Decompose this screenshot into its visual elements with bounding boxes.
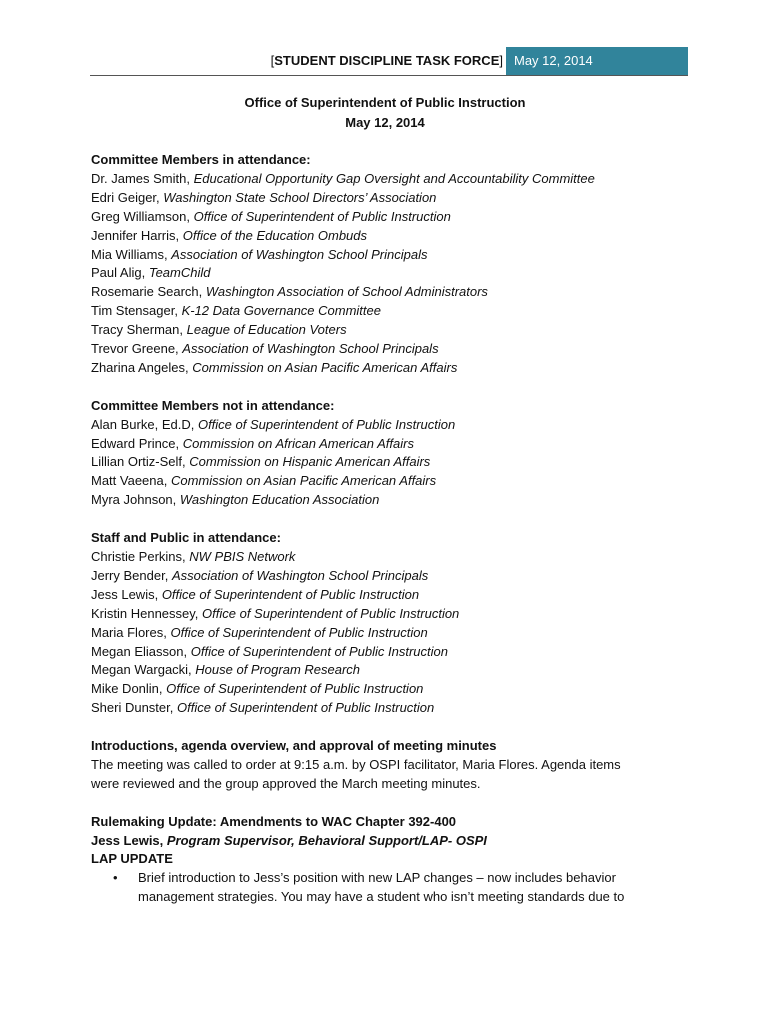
minutes-body [91, 151, 681, 907]
member-org: Office of Superintendent of Public Instruction [177, 700, 435, 716]
header-open-bracket: [ [270, 53, 275, 68]
absent-list [91, 416, 681, 511]
member-name: Megan Eliasson, [91, 643, 191, 659]
list-item [91, 246, 681, 265]
member-name: Alan Burke, Ed.D, [91, 416, 198, 432]
member-name: Paul Alig, [91, 265, 149, 281]
presenter-role: Program Supervisor, Behavioral Support/LAP- OSPI [166, 832, 487, 848]
intro-heading: Introductions, agenda overview, and approval of meeting minutes [91, 738, 497, 754]
member-name: Tracy Sherman, [91, 322, 187, 338]
member-org: K-12 Data Governance Committee [181, 303, 381, 319]
lap-update-heading: LAP UPDATE [91, 851, 173, 867]
member-name: Megan Wargacki, [91, 662, 196, 678]
list-item [91, 227, 681, 246]
member-name: Sheri Dunster, [91, 700, 177, 716]
member-name: Mia Williams, [91, 246, 172, 262]
bullet-line-1: Brief introduction to Jess’s position with new LAP changes – now includes behavior [138, 870, 616, 886]
member-name: Rosemarie Search, [91, 284, 206, 300]
member-name: Lillian Ortiz-Self, [91, 454, 190, 470]
list-item [91, 340, 681, 359]
list-item [91, 605, 681, 624]
header-date-box [506, 47, 688, 75]
member-org: NW PBIS Network [189, 549, 296, 564]
header-title: STUDENT DISCIPLINE TASK FORCE [274, 53, 500, 68]
intro-text-line-1: The meeting was called to order at 9:15 a.m. by OSPI facilitator, Maria Flores. Agenda items [91, 756, 621, 772]
list-item [91, 416, 681, 435]
member-name: Kristin Hennessey, [91, 605, 203, 621]
header-divider [90, 75, 688, 76]
attendance-heading: Committee Members in attendance: [91, 152, 311, 167]
running-header-title [200, 47, 503, 75]
spacer [91, 378, 681, 397]
header-date: May 12, 2014 [514, 53, 593, 68]
absent-heading: Committee Members not in attendance: [91, 397, 335, 413]
list-item [91, 264, 681, 283]
header-close-bracket: ] [499, 53, 503, 68]
member-name: Tim Stensager, [91, 303, 182, 319]
member-name: Edri Geiger, [91, 189, 164, 205]
attendance-list [91, 170, 681, 378]
member-name: Jerry Bender, [91, 567, 172, 583]
member-name: Mike Donlin, [91, 681, 167, 697]
member-org: Commission on Asian Pacific American Affairs [170, 473, 437, 489]
member-name: Myra Johnson, [91, 492, 180, 508]
member-org: Association of Washington School Principals [171, 567, 429, 583]
member-name: Jess Lewis, [91, 586, 162, 602]
list-item [91, 189, 681, 208]
list-item [91, 643, 681, 662]
member-org: Commission on African American Affairs [182, 435, 414, 451]
bullet-item [91, 869, 681, 907]
member-org: Association of Washington School Principals [171, 246, 428, 262]
member-org: Educational Opportunity Gap Oversight and Accountability Committee [193, 170, 595, 186]
member-org: Office of Superintendent of Public Instruction [190, 643, 448, 659]
list-item [91, 548, 681, 567]
member-name: Maria Flores, [91, 624, 171, 640]
list-item [91, 453, 681, 472]
list-item [91, 567, 681, 586]
member-org: League of Education Voters [186, 322, 347, 338]
list-item [91, 208, 681, 227]
spacer [91, 794, 681, 813]
list-item [91, 170, 681, 189]
member-name: Greg Williamson, [91, 208, 194, 224]
member-org: TeamChild [148, 265, 211, 281]
presenter-line [91, 832, 681, 851]
list-item [91, 283, 681, 302]
meeting-date: May 12, 2014 [345, 115, 425, 130]
list-item [91, 472, 681, 491]
member-org: Office of Superintendent of Public Instruction [170, 624, 428, 640]
member-org: Washington Association of School Administrators [205, 284, 488, 300]
member-org: Office of Superintendent of Public Instruction [161, 586, 420, 602]
list-item [91, 321, 681, 340]
member-name: Matt Vaeena, [91, 473, 171, 489]
member-name: Dr. James Smith, [91, 170, 194, 186]
member-org: Washington State School Directors’ Association [163, 189, 437, 205]
member-name: Christie Perkins, [91, 549, 190, 564]
office-title: Office of Superintendent of Public Instruction [244, 95, 526, 110]
staff-heading: Staff and Public in attendance: [91, 530, 281, 546]
list-item [91, 699, 681, 718]
list-item [91, 586, 681, 605]
member-org: Office of Superintendent of Public Instruction [197, 416, 456, 432]
list-item [91, 661, 681, 680]
member-name: Trevor Greene, [91, 341, 183, 357]
spacer [91, 510, 681, 529]
presenter-name: Jess Lewis, [91, 832, 167, 848]
bullet-text [138, 869, 681, 907]
member-name: Jennifer Harris, [91, 227, 183, 243]
list-item [91, 302, 681, 321]
list-item [91, 624, 681, 643]
list-item [91, 680, 681, 699]
list-item [91, 491, 681, 510]
member-org: Office of Superintendent of Public Instruction [193, 208, 451, 224]
member-org: Office of Superintendent of Public Instruction [202, 605, 460, 621]
list-item [91, 435, 681, 454]
intro-text-line-2: were reviewed and the group approved the March meeting minutes. [91, 775, 481, 791]
rulemaking-heading: Rulemaking Update: Amendments to WAC Chapter 392-400 [91, 813, 457, 829]
member-org: Commission on Asian Pacific American Affairs [192, 359, 458, 375]
bullet-icon: • [113, 870, 118, 886]
bullet-line-2: management strategies. You may have a student who isn’t meeting standards due to [138, 889, 625, 905]
member-org: Office of Superintendent of Public Instruction [166, 681, 424, 697]
member-org: Washington Education Association [179, 492, 380, 508]
spacer [91, 718, 681, 737]
member-org: Commission on Hispanic American Affairs [189, 454, 431, 470]
member-name: Zharina Angeles, [91, 359, 193, 375]
member-org: Office of the Education Ombuds [182, 227, 368, 243]
list-item [91, 359, 681, 378]
staff-list [91, 548, 681, 718]
member-org: House of Program Research [195, 662, 361, 678]
member-org: Association of Washington School Principals [182, 341, 439, 357]
member-name: Edward Prince, [91, 435, 183, 451]
